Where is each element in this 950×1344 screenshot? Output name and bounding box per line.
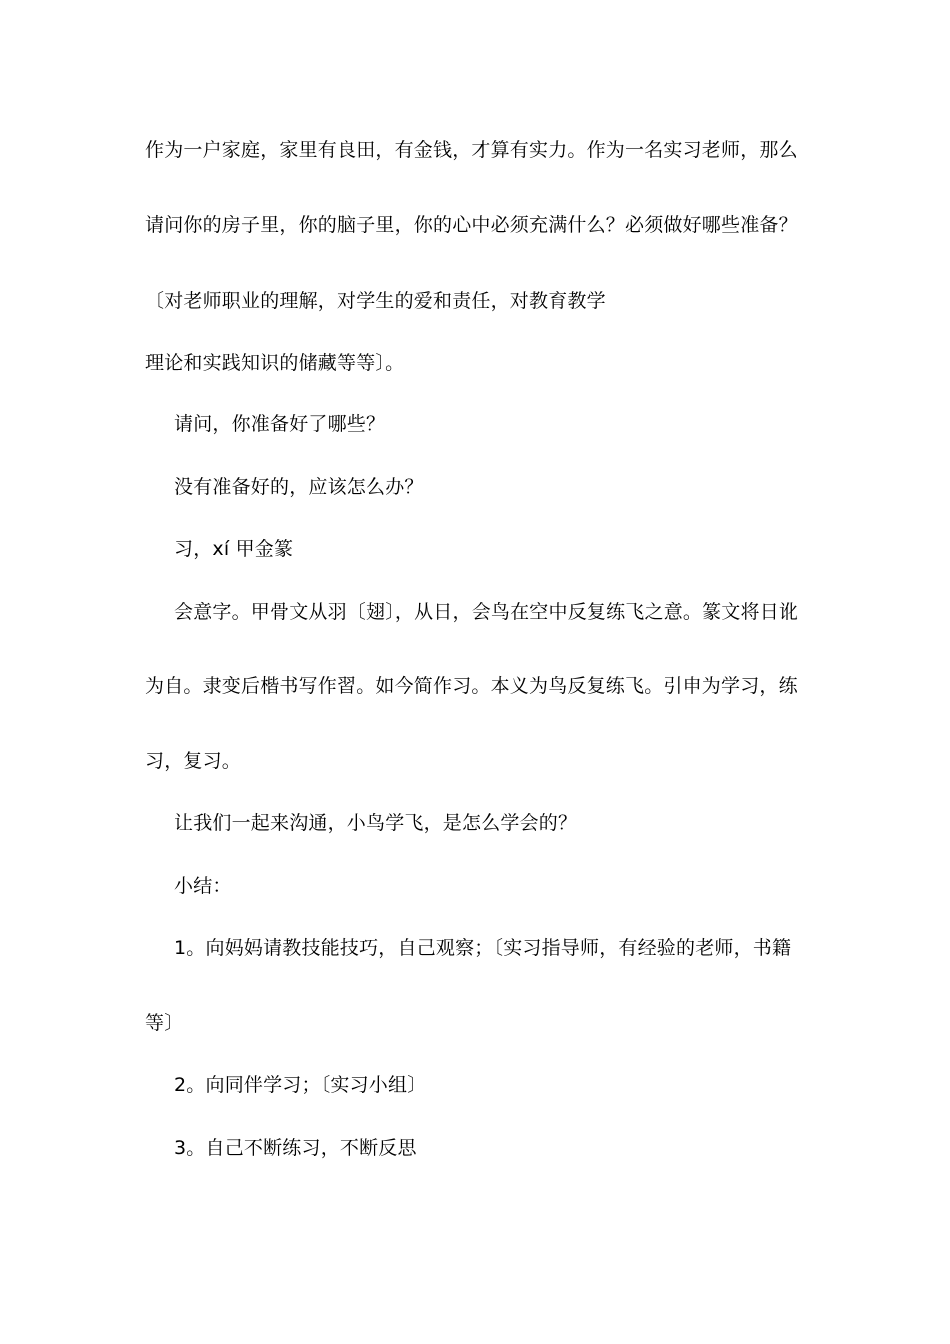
question-line: 没有准备好的，应该怎么办？ <box>174 476 424 498</box>
summary-item: 1。向妈妈请教技能技巧，自己观察；〔实习指导师，有经验的老师，书籍 <box>174 937 792 959</box>
question-line: 请问，你准备好了哪些？ <box>174 413 386 435</box>
summary-item-continued: 等〕 <box>145 1012 184 1034</box>
paragraph-line: 会意字。甲骨文从羽〔翅〕，从日，会鸟在空中反复练飞之意。篆文将日讹 <box>174 601 799 623</box>
character-heading: 习，xí 甲金篆 <box>174 538 294 560</box>
summary-heading: 小结： <box>174 875 232 897</box>
paragraph-line: 作为一户家庭，家里有良田，有金钱，才算有实力。作为一名实习老师，那么 <box>145 139 798 161</box>
paragraph-line: 请问你的房子里，你的脑子里，你的心中必须充满什么？必须做好哪些准备？ <box>145 214 798 236</box>
summary-item: 3。自己不断练习，不断反思 <box>174 1137 417 1159</box>
question-line: 让我们一起来沟通，小鸟学飞，是怎么学会的？ <box>174 812 578 834</box>
paragraph-line: 为自。隶变后楷书写作習。如今简作习。本义为鸟反复练飞。引申为学习，练 <box>145 675 798 697</box>
paragraph-line: 习，复习。 <box>145 750 242 772</box>
paragraph-line: 〔对老师职业的理解，对学生的爱和责任，对教育教学 <box>145 290 606 312</box>
paragraph-line: 理论和实践知识的储藏等等〕。 <box>145 352 405 374</box>
summary-item: 2。向同伴学习；〔实习小组〕 <box>174 1074 427 1096</box>
